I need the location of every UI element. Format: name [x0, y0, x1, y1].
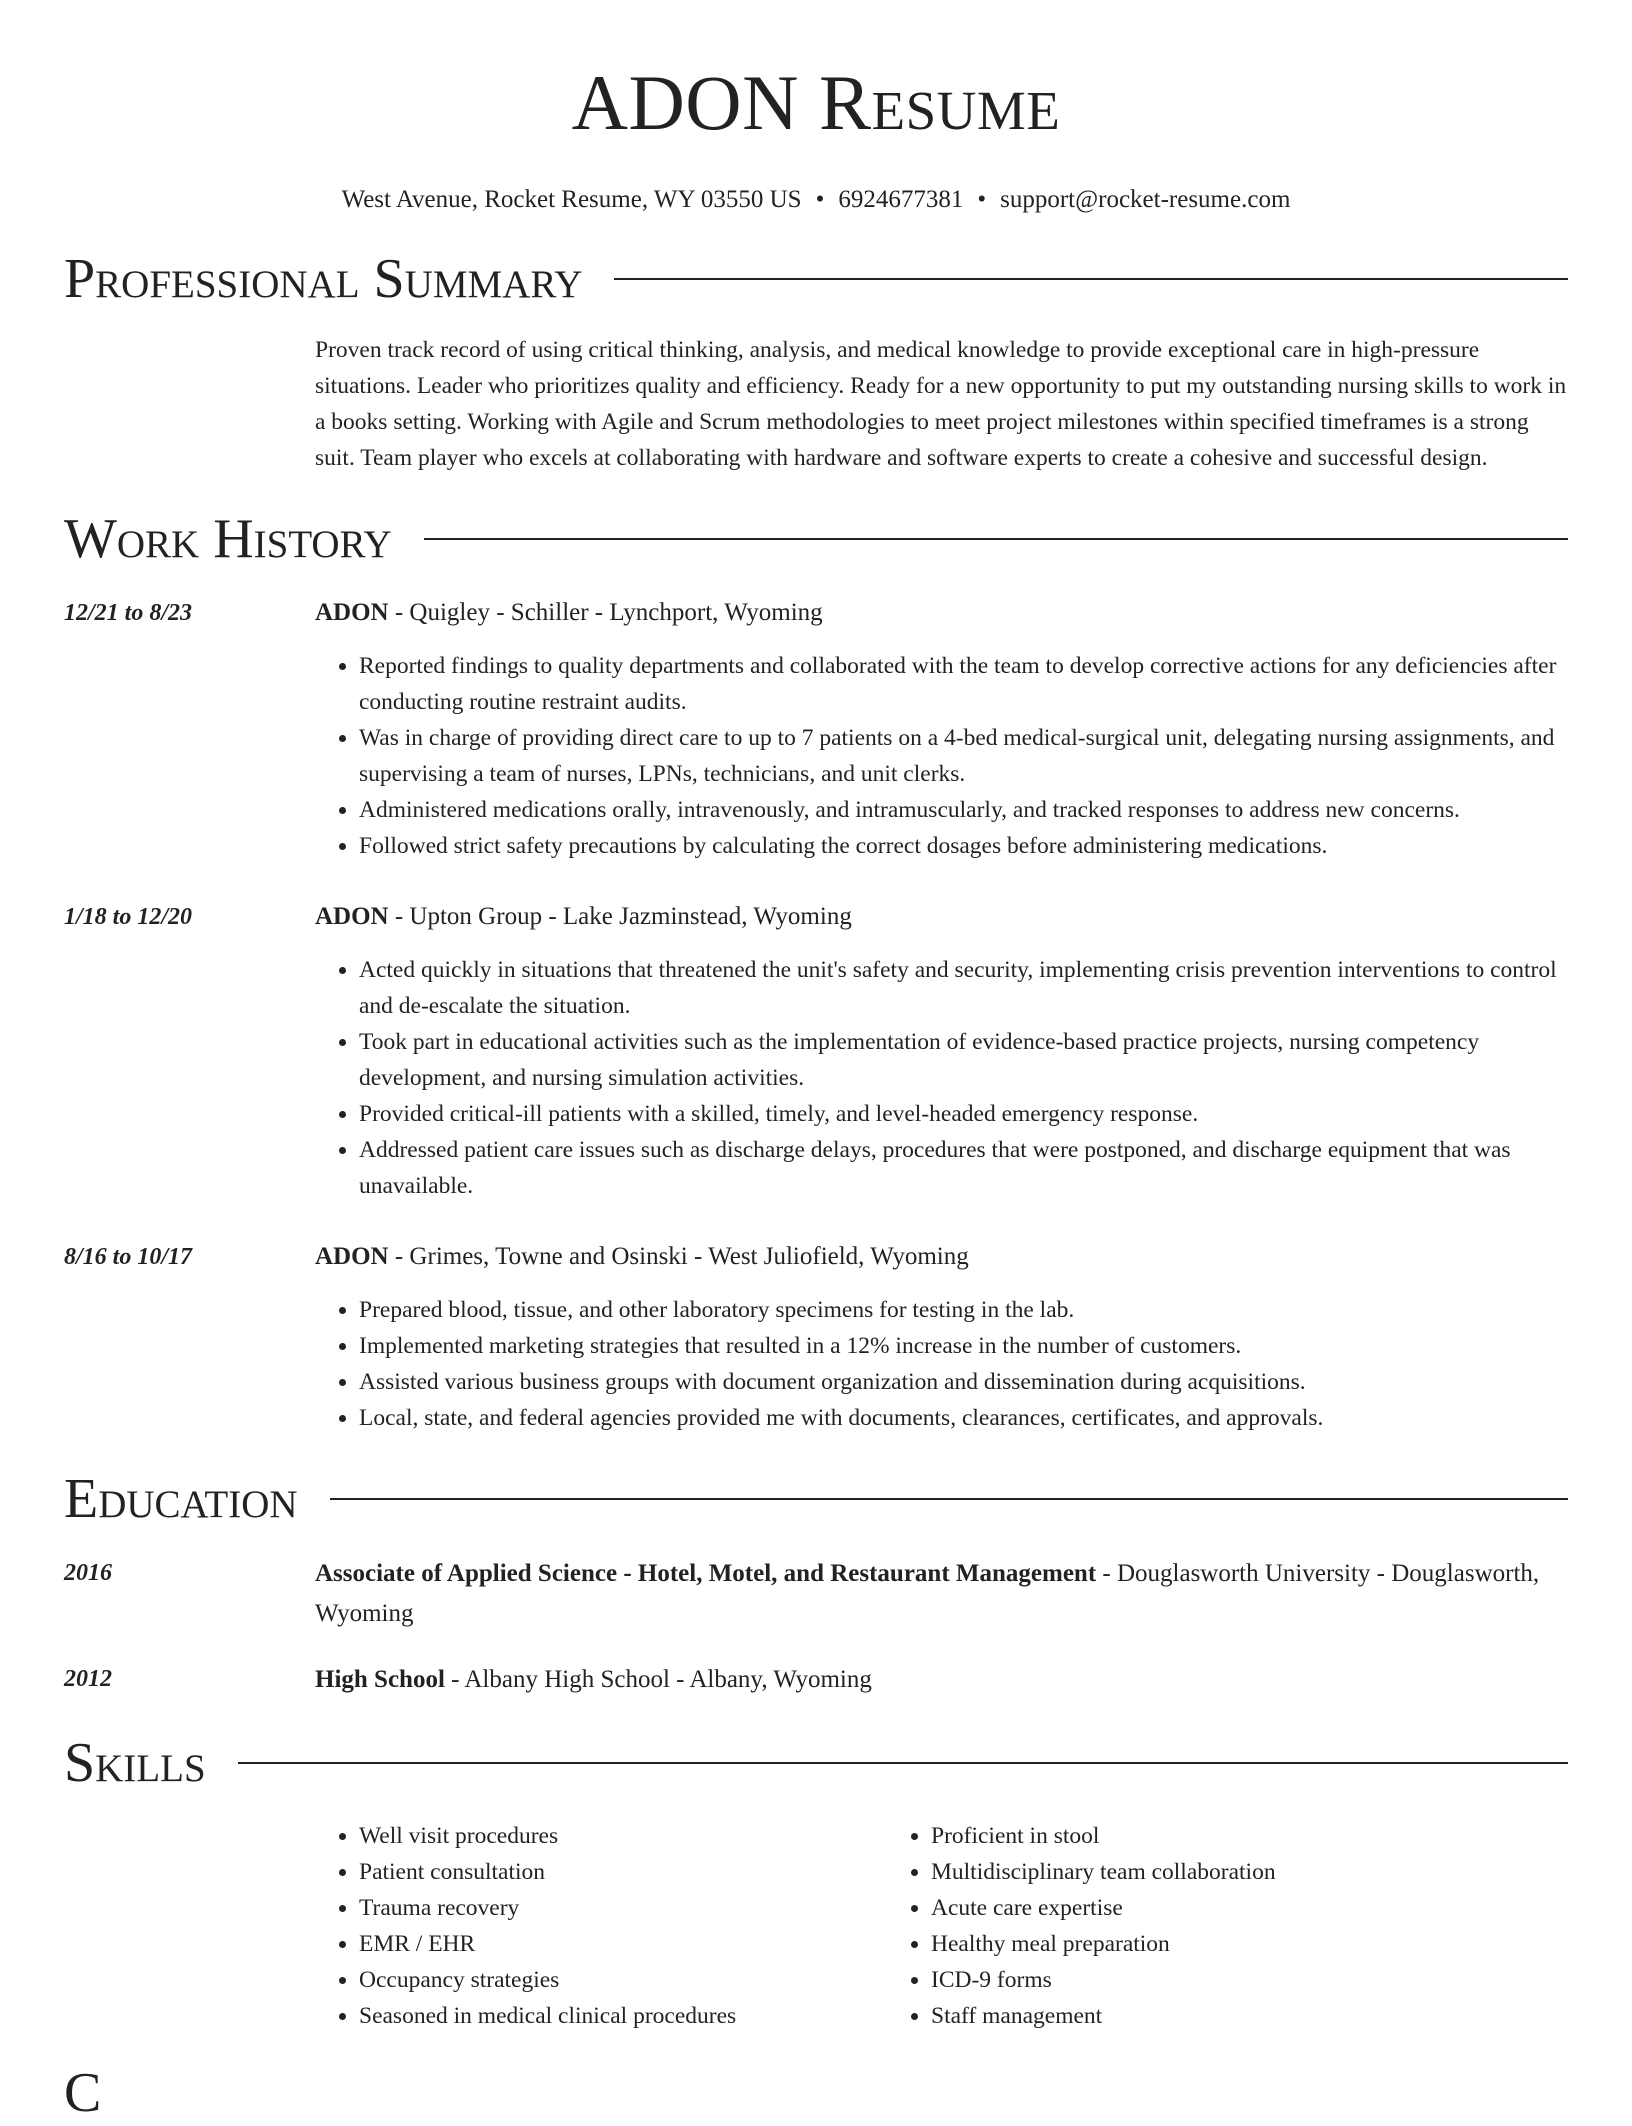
- skills-section-title: Skills: [64, 1732, 206, 1794]
- summary-section-header: [64, 246, 1568, 312]
- skill-item: • Trauma recovery: [359, 1890, 887, 1926]
- work-section-header: [64, 506, 1568, 572]
- job-bullet: • Was in charge of providing direct care to up to 7 patients on a 4-bed medical-surgical unit, delegating nursing assignments, and supervising a team of nurses, LPNs, technicians, and unit clerks.: [359, 720, 1568, 792]
- job-date: 12/21 to 8/23: [64, 600, 193, 626]
- skill-item: • Proficient in stool: [931, 1818, 1459, 1854]
- job-bullet: • Followed strict safety precautions by calculating the correct dosages before administering medications.: [359, 828, 1568, 864]
- job-bullets: [315, 648, 1568, 864]
- job-entry: [64, 898, 1568, 1204]
- education-details: - Douglasworth University - Douglasworth, Wyoming: [315, 1560, 1540, 1627]
- education-heading: [315, 1554, 1568, 1634]
- job-bullet: • Addressed patient care issues such as discharge delays, procedures that were postponed, and discharge equipment that was unavailable.: [359, 1132, 1568, 1204]
- job-entry: [64, 1238, 1568, 1436]
- job-heading: [315, 1238, 1568, 1276]
- skill-item: • Occupancy strategies: [359, 1962, 887, 1998]
- job-role: ADON: [315, 599, 389, 626]
- skills-list: [315, 1818, 1568, 2034]
- contact-separator: •: [815, 186, 825, 213]
- education-section-title: Education: [64, 1468, 298, 1530]
- section-divider: [238, 1762, 1568, 1764]
- job-entry: [64, 594, 1568, 864]
- job-role: ADON: [315, 1243, 389, 1270]
- job-bullet: • Reported findings to quality departments and collaborated with the team to develop corrective actions for any deficiencies after conducting routine restraint audits.: [359, 648, 1568, 720]
- next-section-title-partial: C: [64, 2062, 102, 2124]
- education-degree: Associate of Applied Science - Hotel, Motel, and Restaurant Management: [315, 1560, 1097, 1587]
- job-bullet: • Took part in educational activities such as the implementation of evidence-based practice projects, nursing competency development, and nursing simulation activities.: [359, 1024, 1568, 1096]
- contact-line: [64, 184, 1568, 216]
- job-bullet: • Local, state, and federal agencies provided me with documents, clearances, certificates, and approvals.: [359, 1400, 1568, 1436]
- job-date: 1/18 to 12/20: [64, 904, 193, 930]
- job-bullets: [315, 952, 1568, 1204]
- work-section-title: Work History: [64, 508, 392, 570]
- job-bullets: [315, 1292, 1568, 1436]
- summary-section-title: Professional Summary: [64, 248, 583, 310]
- section-divider: [614, 278, 1568, 280]
- section-divider: [330, 1498, 1568, 1500]
- job-bullet: • Prepared blood, tissue, and other laboratory specimens for testing in the lab.: [359, 1292, 1568, 1328]
- job-details: - Quigley - Schiller - Lynchport, Wyoming: [388, 599, 823, 626]
- education-degree: High School: [315, 1666, 445, 1693]
- job-bullet: • Provided critical-ill patients with a skilled, timely, and level-headed emergency response.: [359, 1096, 1568, 1132]
- education-heading: [315, 1660, 1568, 1700]
- section-divider: [424, 538, 1568, 540]
- education-entry: [64, 1554, 1568, 1634]
- skill-item: • EMR / EHR: [359, 1926, 887, 1962]
- resume-title: ADON Resume: [571, 59, 1061, 146]
- job-date: 8/16 to 10/17: [64, 1244, 193, 1270]
- skills-column-left: [315, 1818, 887, 2034]
- skills-column-right: [887, 1818, 1459, 2034]
- contact-phone: 6924677381: [838, 186, 964, 213]
- education-date: 2012: [64, 1666, 112, 1692]
- education-date: 2016: [64, 1560, 112, 1586]
- summary-text: Proven track record of using critical thinking, analysis, and medical knowledge to provide exceptional care in high-pressure situations. Leader who prioritizes quality and efficiency. Ready for a new opportunity to put my outstanding nursing skills to work in a books setting. Working with Agile and Scrum methodologies to meet project milestones within specified timeframes is a strong suit. Team player who excels at collaborating with hardware and software experts to create a cohesive and successful design.: [315, 337, 1567, 471]
- job-heading: [315, 594, 1568, 632]
- job-bullet: • Administered medications orally, intravenously, and intramuscularly, and tracked responses to address new concerns.: [359, 792, 1568, 828]
- education-details: - Albany High School - Albany, Wyoming: [444, 1666, 872, 1693]
- job-bullet: • Assisted various business groups with document organization and dissemination during acquisitions.: [359, 1364, 1568, 1400]
- skill-item: • Seasoned in medical clinical procedures: [359, 1998, 887, 2034]
- job-bullet: • Acted quickly in situations that threatened the unit's safety and security, implementing crisis prevention interventions to control and de-escalate the situation.: [359, 952, 1568, 1024]
- skill-item: • Acute care expertise: [931, 1890, 1459, 1926]
- skill-item: • Well visit procedures: [359, 1818, 887, 1854]
- education-entry: [64, 1660, 1568, 1700]
- skill-item: • Patient consultation: [359, 1854, 887, 1890]
- job-role: ADON: [315, 903, 389, 930]
- contact-address: West Avenue, Rocket Resume, WY 03550 US: [341, 186, 802, 213]
- skill-item: • Healthy meal preparation: [931, 1926, 1459, 1962]
- education-section-header: [64, 1466, 1568, 1532]
- job-details: - Grimes, Towne and Osinski - West Juliofield, Wyoming: [388, 1243, 969, 1270]
- skill-item: • Multidisciplinary team collaboration: [931, 1854, 1459, 1890]
- contact-email: support@rocket-resume.com: [1000, 186, 1291, 213]
- job-details: - Upton Group - Lake Jazminstead, Wyoming: [388, 903, 852, 930]
- skill-item: • Staff management: [931, 1998, 1459, 2034]
- skills-section-header: [64, 1730, 1568, 1796]
- skill-item: • ICD-9 forms: [931, 1962, 1459, 1998]
- job-bullet: • Implemented marketing strategies that resulted in a 12% increase in the number of customers.: [359, 1328, 1568, 1364]
- contact-separator: •: [977, 186, 987, 213]
- job-heading: [315, 898, 1568, 936]
